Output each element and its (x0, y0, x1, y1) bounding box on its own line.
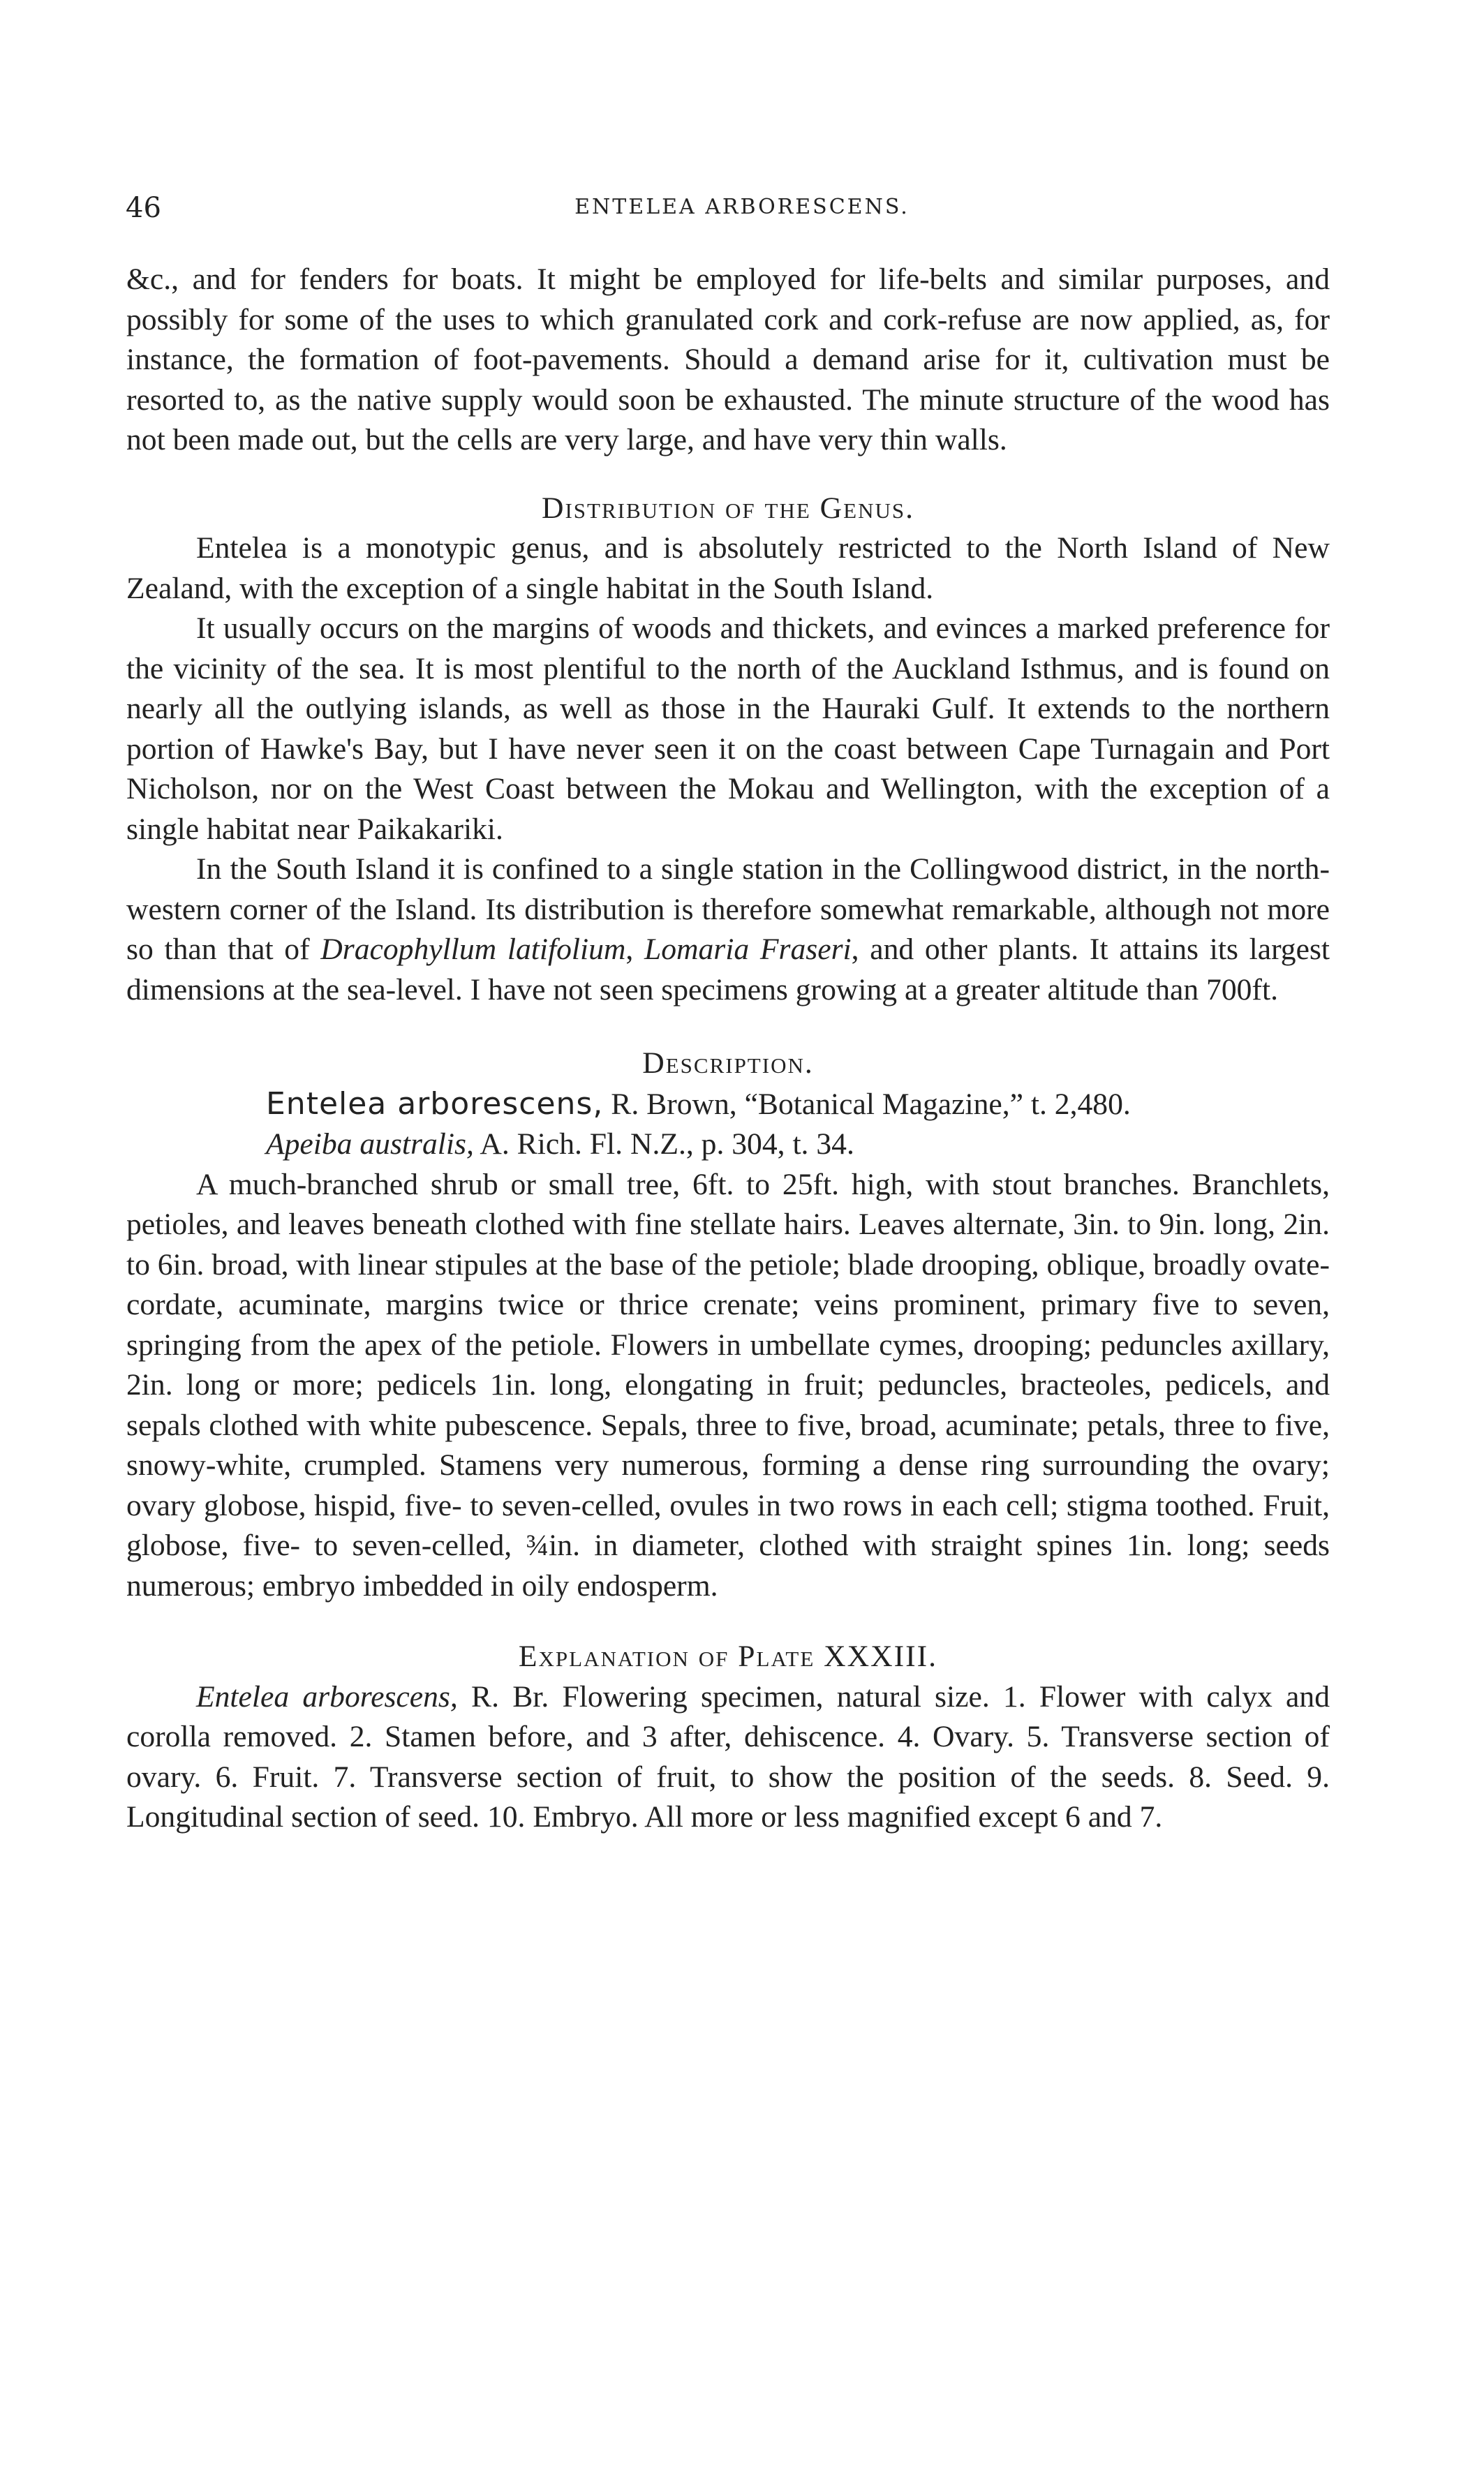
species-dracophyllum: Dracophyllum latifolium (320, 933, 626, 966)
species-name-apeiba: Apeiba australis, (266, 1127, 474, 1161)
synonym-2-citation: A. Rich. Fl. N.Z., p. 304, t. 34. (473, 1127, 854, 1161)
distribution-paragraph-2: It usually occurs on the margins of woods and thickets, and evinces a marked preference for the vicinity of the sea. It is most plentiful to the north of the Auckland Isthmus, and is found on nearly all the outlying islands, as well as those in the Hauraki Gulf. It extends to the northern portion of Hawke's Bay, but I have never seen it on the coast between Cape Turnagain and Port Nicholson, nor on the West Coast between the Mokau and Wellington, with the exception of a single habitat near Paikakariki. (126, 611, 1330, 846)
intro-paragraph: &c., and for fenders for boats. It might be employed for life-belts and similar purposes, and possibly for some of the uses to which granulated cork and cork-refuse are now applied, as, for instance, the formation of foot-pavements. Should a demand arise for it, cultivation must be resorted to, as the native supply would soon be exhausted. The minute structure of the wood has not been made out, but the cells are very large, and have very thin walls. (126, 262, 1330, 456)
explanation-paragraph (126, 1677, 1330, 1838)
distribution-heading: Distribution of the Genus. (542, 491, 914, 525)
distribution-paragraph-3 (126, 849, 1330, 1010)
page-header (126, 192, 1358, 234)
synonym-line-1 (126, 1084, 1330, 1125)
synonym-1-citation: R. Brown, “Botanical Magazine,” t. 2,480. (603, 1087, 1131, 1121)
distribution-paragraph-1: Entelea is a monotypic genus, and is absolutely restricted to the North Island of New Zealand, with the exception of a single habitat in the South Island. (126, 531, 1330, 605)
description-paragraph: A much-branched shrub or small tree, 6ft. to 25ft. high, with stout branches. Branchlets, petioles, and leaves beneath clothed with fine stellate hairs. Leaves alternate, 3in. to 9in. long, 2in. to 6in. broad, with linear stipules at the base of the petiole; blade drooping, oblique, broadly ovate-cordate, acuminate, margins twice or thrice crenate; veins prominent, primary five to seven, springing from the apex of the petiole. Flowers in umbellate cymes, drooping; peduncles axillary, 2in. long or more; pedicels 1in. long, elongating in fruit; peduncles, bracteoles, pedicels, and sepals clothed with white pubescence. Sepals, three to five, broad, acuminate; petals, three to five, snowy-white, crumpled. Stamens very numerous, forming a dense ring surrounding the ovary; ovary globose, hispid, five- to seven-celled, ovules in two rows in each cell; stigma toothed. Fruit, globose, five- to seven-celled, ¾in. in diameter, clothed with straight spines 1in. long; seeds numerous; embryo imbedded in oily endosperm. (126, 1167, 1330, 1603)
page-number: 46 (126, 192, 161, 224)
distribution-p3-start: In the South Island it is confined to a single station in the Collingwood district, in the north-western corner of the Island. Its distribution is therefore somewhat remarkable, although not more so than that of (126, 852, 1330, 966)
explanation-species-name: Entelea arborescens, (196, 1679, 458, 1714)
description-heading: Description. (642, 1046, 814, 1080)
explanation-text: R. Br. Flowering specimen, natural size. 1. Flower with calyx and corolla removed. 2. Stamen before, and 3 after, dehiscence. 4. Ovary. 5. Transverse section of ovary. 6. Fruit. 7. Transverse section of fruit, to show the position of the seeds. 8. Seed. 9. Longitudinal section of seed. 10. Embryo. All more or less magnified except 6 and 7. (126, 1679, 1330, 1834)
running-head: ENTELEA ARBORESCENS. (574, 195, 910, 219)
distribution-p3-comma: , (625, 933, 644, 966)
species-lomaria: Lomaria Fraseri (644, 933, 852, 966)
explanation-heading: Explanation of Plate XXXIII. (518, 1640, 938, 1673)
distribution-p3-end: , and other plants. It attains its largest dimensions at the sea-level. I have not seen specimens growing at a greater altitude than 700ft. (126, 933, 1330, 1007)
page-body (126, 260, 1330, 1838)
synonym-line-2 (126, 1124, 1330, 1165)
species-name-entelea: Entelea arborescens, (266, 1085, 604, 1122)
